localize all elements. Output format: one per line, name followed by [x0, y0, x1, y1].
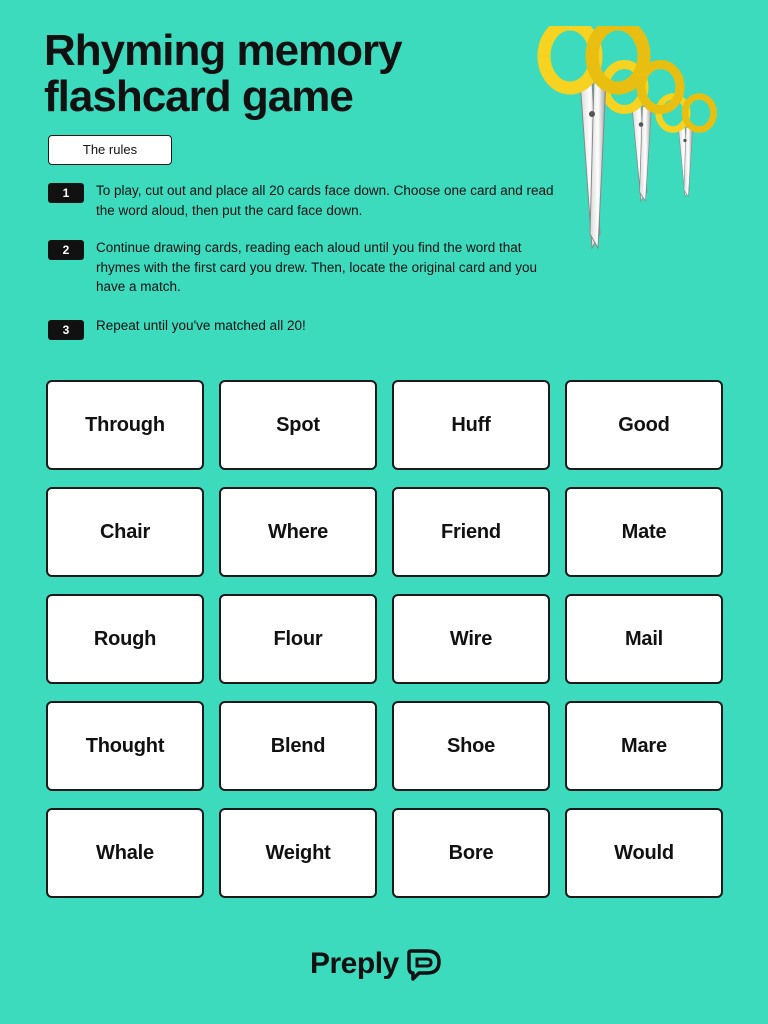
flashcard[interactable]: Weight: [219, 808, 377, 898]
flashcard[interactable]: Friend: [392, 487, 550, 577]
rule-number-badge: 3: [48, 320, 84, 340]
scissors-icon: [528, 26, 744, 250]
flashcard[interactable]: Mare: [565, 701, 723, 791]
rule-number-badge: 2: [48, 240, 84, 260]
flashcard[interactable]: Would: [565, 808, 723, 898]
rule-text: Repeat until you've matched all 20!: [96, 318, 306, 333]
rule-number-badge: 1: [48, 183, 84, 203]
flashcard-grid: [46, 380, 723, 898]
flashcard[interactable]: Mate: [565, 487, 723, 577]
flashcard[interactable]: Huff: [392, 380, 550, 470]
flashcard[interactable]: Mail: [565, 594, 723, 684]
preply-logo-icon: [405, 947, 443, 981]
flashcard[interactable]: Wire: [392, 594, 550, 684]
flashcard[interactable]: Where: [219, 487, 377, 577]
flashcard[interactable]: Whale: [46, 808, 204, 898]
rule-text: Continue drawing cards, reading each aloud until you find the word that rhymes with the first card you drew. Then, locate the original card and you have a match.: [96, 240, 537, 294]
brand-logo: [310, 944, 443, 984]
flashcard[interactable]: Spot: [219, 380, 377, 470]
rules-label: The rules: [48, 135, 172, 165]
flashcard[interactable]: Rough: [46, 594, 204, 684]
scissors-large: [544, 26, 644, 248]
flashcard[interactable]: Blend: [219, 701, 377, 791]
flashcard[interactable]: Thought: [46, 701, 204, 791]
page-title: Rhyming memory flashcard game: [44, 26, 402, 121]
flashcard[interactable]: Good: [565, 380, 723, 470]
rule-text: To play, cut out and place all 20 cards face down. Choose one card and read the word aloud, then put the card face down.: [96, 183, 554, 218]
flashcard[interactable]: Chair: [46, 487, 204, 577]
flashcard[interactable]: Bore: [392, 808, 550, 898]
flashcard[interactable]: Shoe: [392, 701, 550, 791]
flashcard[interactable]: Through: [46, 380, 204, 470]
flashcard[interactable]: Flour: [219, 594, 377, 684]
brand-name: Preply: [310, 947, 399, 980]
